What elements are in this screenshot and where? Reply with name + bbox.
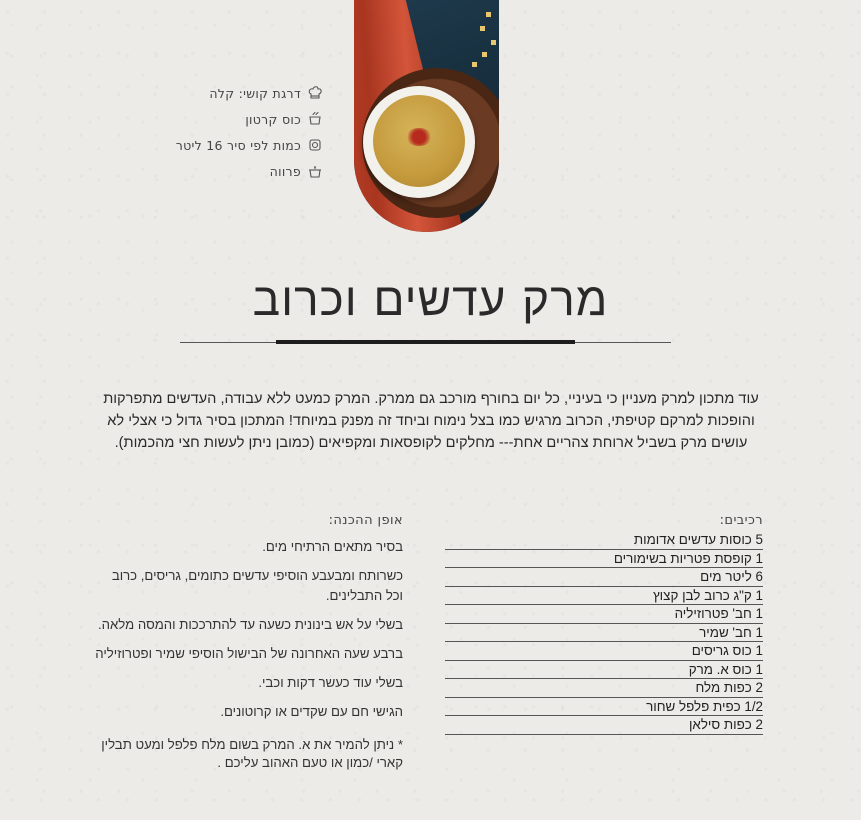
pot-icon (307, 137, 323, 153)
crouton (486, 12, 491, 17)
crouton (491, 40, 496, 45)
crouton (472, 62, 477, 67)
ingredient-item: 1 חב' פטרוזיליה (445, 605, 763, 624)
crouton (480, 26, 485, 31)
recipe-meta (123, 80, 323, 184)
crouton (482, 52, 487, 57)
ingredient-item: 1 כוס גריסים (445, 642, 763, 661)
ingredient-item: 1 ק"ג כרוב לבן קצוץ (445, 587, 763, 606)
cup-icon (307, 111, 323, 127)
ingredient-item: 1 חב' שמיר (445, 624, 763, 643)
soup-photo (354, 0, 499, 232)
difficulty-text: דרגת קושי: קלה (209, 85, 301, 101)
method-step: בשלי עוד כעשר דקות וכבי. (258, 675, 403, 690)
method-section (95, 513, 403, 772)
ingredient-item: 2 כפות סילאן (445, 716, 763, 735)
ingredient-item: 1 כוס א. מרק (445, 661, 763, 680)
method-note: * ניתן להמיר את א. המרק בשום מלח פלפל ומעט תבלין קארי /כמון או טעם האהוב עליכם . (101, 737, 403, 770)
chef-hat-icon (307, 85, 323, 101)
meta-measure (123, 106, 323, 132)
meta-quantity (123, 132, 323, 158)
recipe-intro: עוד מתכון למרק מעניין כי בעיניי, כל יום בחורף מורכב גם ממרק. המרק כמעט ללא עבודה, העדשים מתפרקות והופכות למרקם קטיפתי, הכרוב מרגיש כמו בצל נימוח וביחד זה מפנק במיוחד! המתכון בסיר גדול כי אצלי לא עושים מרק בשביל ארוחת צהריים אחת--- מחלקים לקופסאות ומקפיאים (כמובן ניתן לעשות חצי מהכמות). (103, 391, 759, 451)
ingredient-item: 1/2 כפית פלפל שחור (445, 698, 763, 717)
ingredient-item: 1 קופסת פטריות בשימורים (445, 550, 763, 569)
method-step: בסיר מתאים הרתיחי מים. (262, 539, 403, 554)
method-title: אופן ההכנה: (328, 513, 403, 528)
method-step: ברבע שעה האחרונה של הבישול הוסיפי שמיר ופטרוזיליה (95, 646, 403, 661)
ingredient-item: 6 ליטר מים (445, 568, 763, 587)
measure-text: כוס קרטון (245, 111, 301, 127)
quantity-text: כמות לפי סיר 16 ליטר (175, 137, 301, 153)
paprika-garnish (406, 128, 432, 146)
type-text: פרווה (269, 163, 301, 179)
ingredient-item: 5 כוסות עדשים אדומות (445, 531, 763, 550)
meta-difficulty (123, 80, 323, 106)
ingredients-title: רכיבים: (719, 513, 763, 528)
cooking-pot-icon (307, 163, 323, 179)
method-step: בשלי על אש בינונית כשעה עד להתרככות והמסה מלאה. (97, 617, 403, 632)
ingredient-item: 2 כפות מלח (445, 679, 763, 698)
title-divider-thick (276, 340, 575, 344)
meta-type (123, 158, 323, 184)
recipe-title: מרק עדשים וכרוב (252, 272, 609, 326)
method-step: כשרותח ומבעבע הוסיפי עדשים כתומים, גריסים, כרוב וכל התבלינים. (111, 568, 403, 603)
ingredients-list (445, 513, 763, 735)
method-step: הגישי חם עם שקדים או קרוטונים. (220, 704, 403, 719)
